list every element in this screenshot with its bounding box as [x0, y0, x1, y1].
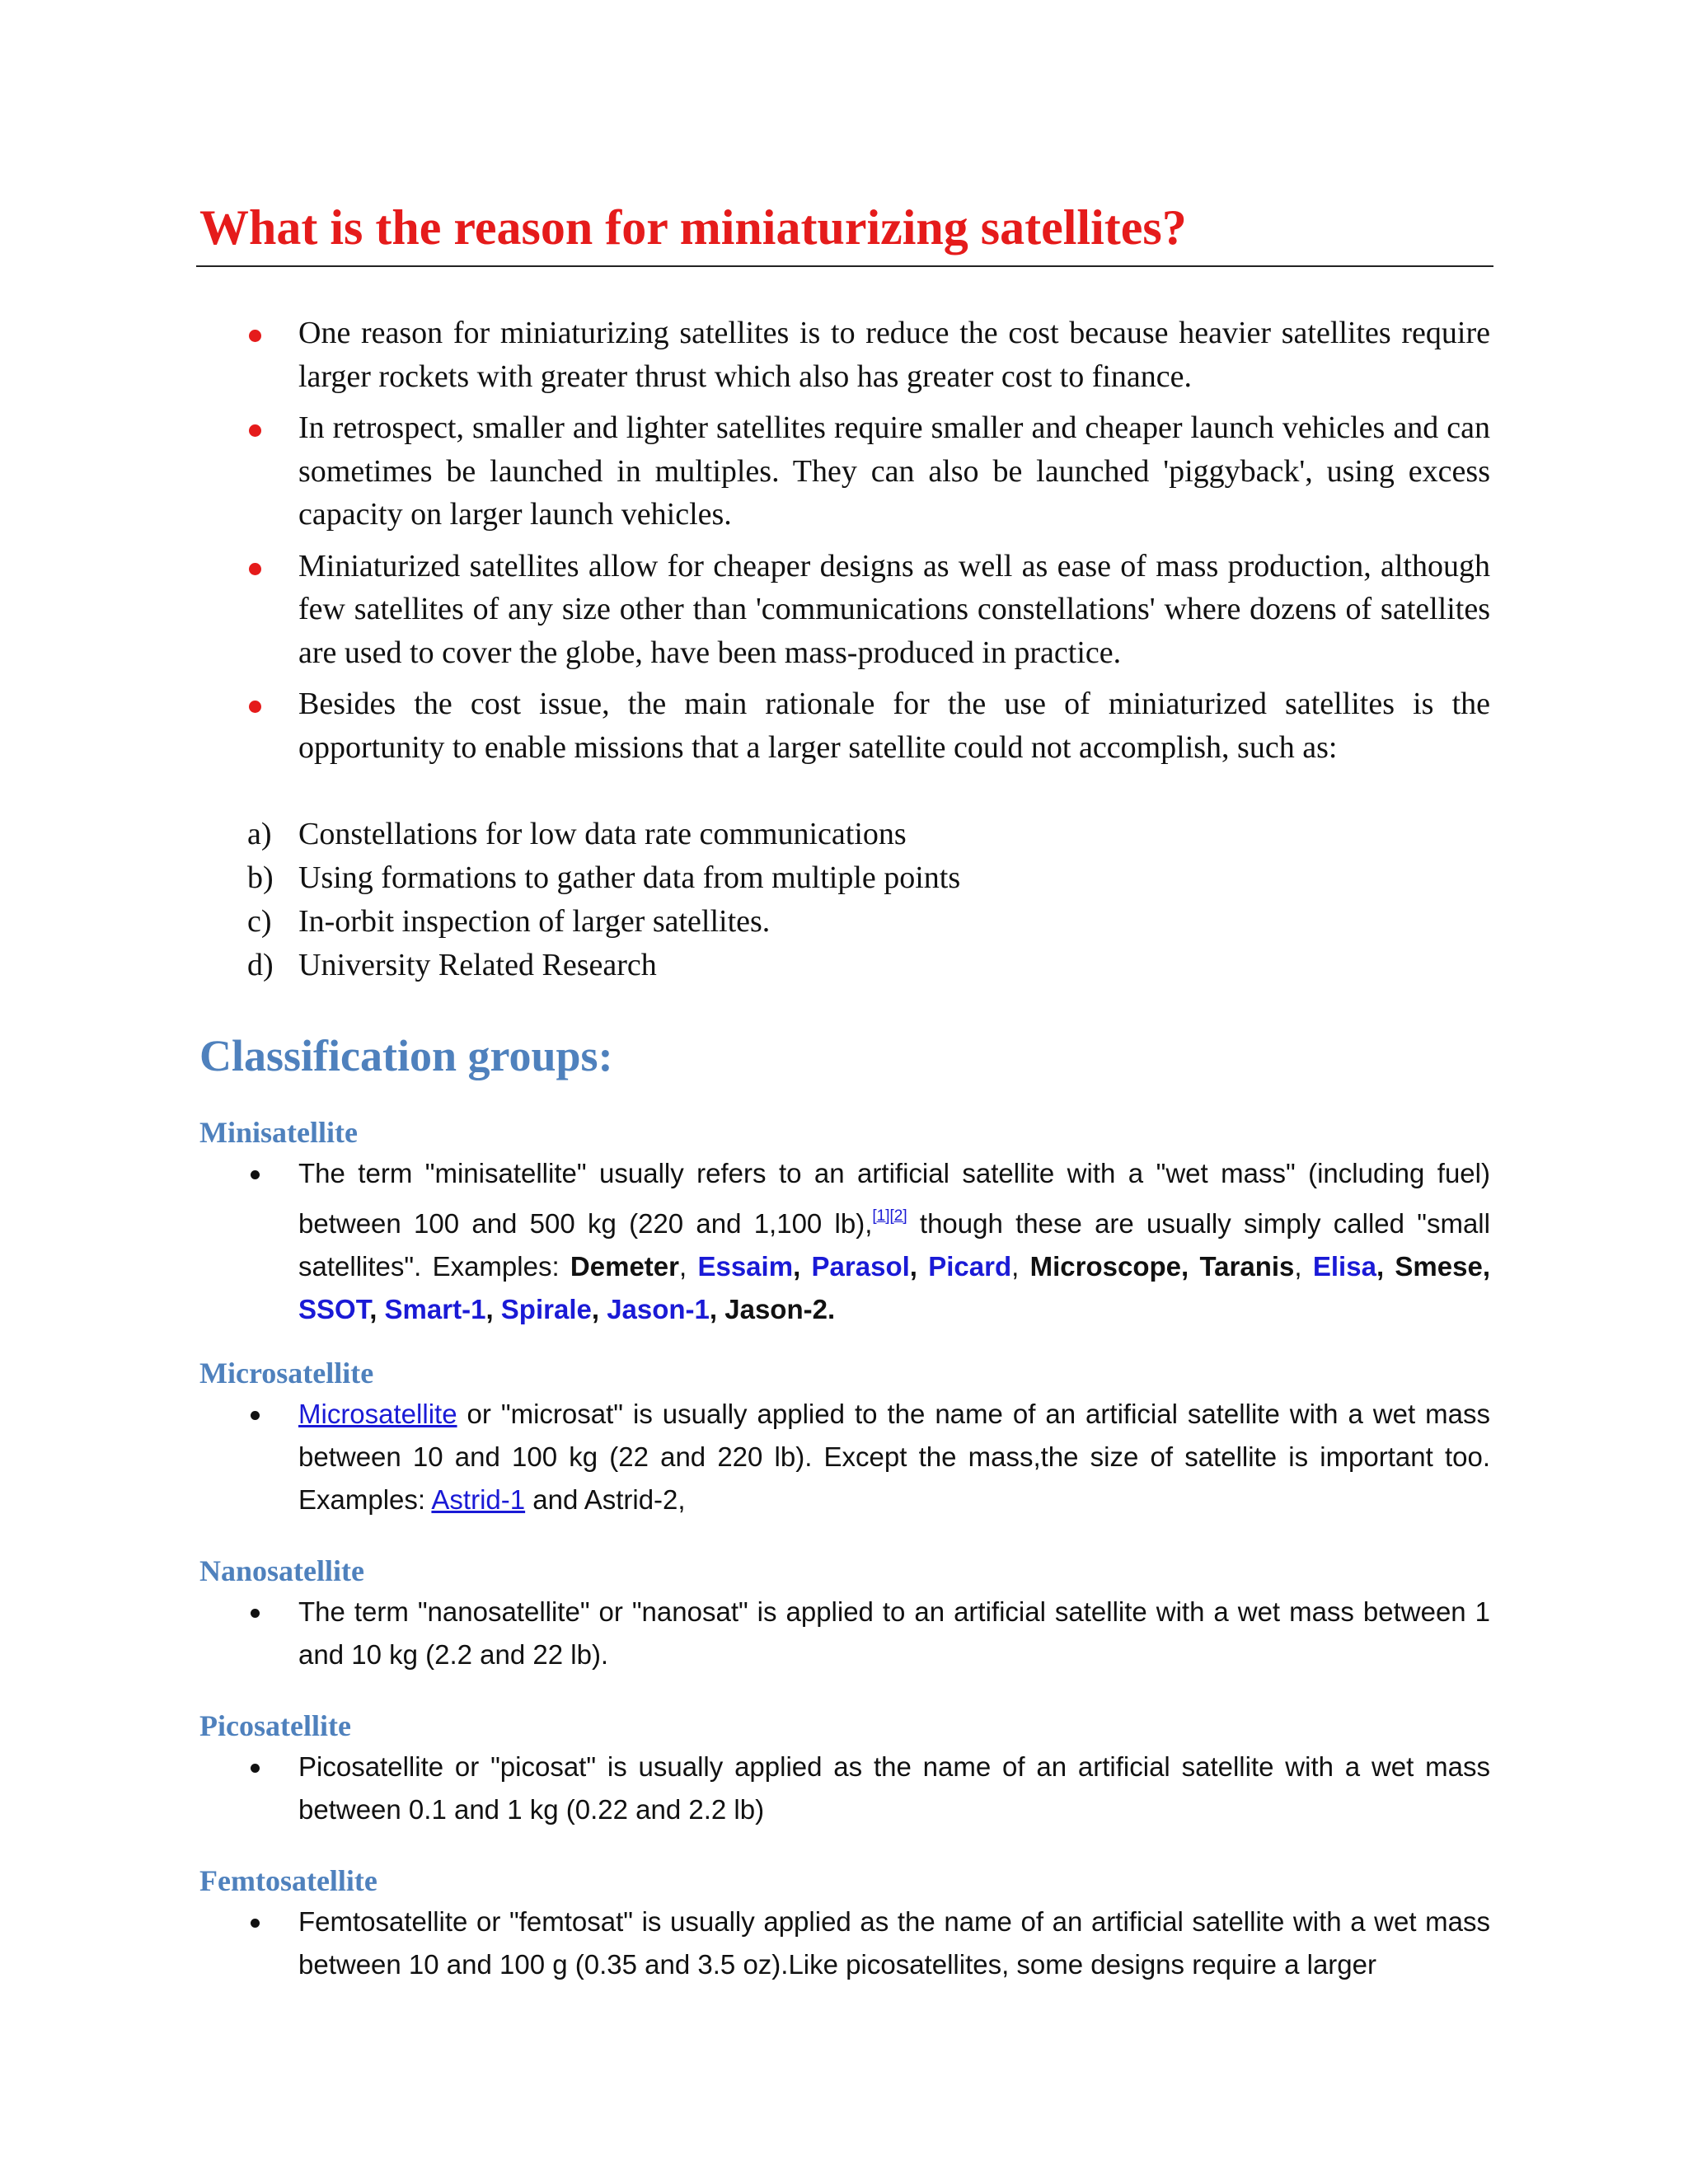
reference-link[interactable]: [2] [889, 1207, 907, 1225]
section-nanosatellite [199, 1551, 1493, 1676]
list-marker: a) [247, 817, 272, 851]
reason-item: In retrospect, smaller and lighter satellites require smaller and cheaper launch vehicles and can sometimes be launched in multiples. They can also be launched 'piggyback', using excess capacity on larger launch vehicles. [247, 406, 1490, 537]
mission-item: c) In-orbit inspection of larger satellites. [247, 900, 960, 944]
section-heading: Picosatellite [199, 1709, 351, 1742]
list-marker: d) [247, 948, 274, 982]
section-heading: Minisatellite [199, 1116, 358, 1149]
section-femtosatellite [199, 1861, 1493, 1986]
section-heading: Nanosatellite [199, 1554, 364, 1587]
reference-link[interactable]: [1] [872, 1207, 890, 1225]
example-link[interactable]: Picard [928, 1251, 1012, 1282]
section-text: The term "minisatellite" usually refers to an artificial satellite with a "wet mass" (including fuel) between 100 and 500 kg (220 and 1,100 lb),[1][2] though these are usually simply called "small satellites". Examples: Demeter, Essaim, Parasol, Picard, Microscope, Taranis, Elisa, Smese, SSOT, Smart-1, Spirale, Jason-1, Jason-2. [298, 1152, 1490, 1331]
reasons-list [247, 312, 1490, 777]
example-name: Jason-2. [724, 1294, 836, 1324]
list-marker: b) [247, 860, 274, 895]
bullet-icon [249, 424, 261, 437]
section-heading: Microsatellite [199, 1357, 374, 1390]
bullet-icon [251, 1919, 260, 1928]
title-underline [196, 265, 1493, 267]
section-text: The term "nanosatellite" or "nanosat" is applied to an artificial satellite with a wet mass between 1 and 10 kg (2.2 and 22 lb). [298, 1591, 1490, 1676]
section-heading: Femtosatellite [199, 1864, 377, 1897]
astrid-1-link[interactable]: Astrid-1 [431, 1484, 526, 1515]
section-picosatellite [199, 1706, 1493, 1831]
mission-item: b) Using formations to gather data from multiple points [247, 856, 960, 900]
bullet-icon [249, 330, 261, 342]
mission-item: d) University Related Research [247, 944, 960, 987]
example-name: Microscope [1029, 1251, 1181, 1282]
bullet-icon [249, 563, 261, 575]
example-link[interactable]: Parasol [811, 1251, 910, 1282]
list-marker: c) [247, 904, 272, 939]
example-link[interactable]: Elisa [1312, 1251, 1376, 1282]
reason-item: Miniaturized satellites allow for cheaper designs as well as ease of mass production, although few satellites of any size other than 'communications constellations' where dozens of satellites are used to cover the globe, have been mass-produced in practice. [247, 545, 1490, 675]
classification-heading: Classification groups: [199, 1031, 613, 1080]
bullet-icon [251, 1609, 260, 1618]
page-title: What is the reason for miniaturizing satellites? [199, 200, 1187, 255]
section-text: Femtosatellite or "femtosat" is usually applied as the name of an artificial satellite with a wet mass between 10 and 100 g (0.35 and 3.5 oz).Like picosatellites, some designs require a larger [298, 1900, 1490, 1986]
mission-item: a) Constellations for low data rate communications [247, 813, 960, 856]
example-link[interactable]: Jason-1 [607, 1294, 710, 1324]
example-link[interactable]: SSOT [298, 1294, 370, 1324]
bullet-icon [251, 1764, 260, 1773]
section-minisatellite [199, 1113, 1493, 1331]
microsatellite-link[interactable]: Microsatellite [298, 1399, 457, 1429]
example-name: Demeter [570, 1251, 679, 1282]
example-link[interactable]: Spirale [500, 1294, 592, 1324]
reason-item: One reason for miniaturizing satellites is to reduce the cost because heavier satellites require larger rockets with greater thrust which also has greater cost to finance. [247, 312, 1490, 398]
section-text: Picosatellite or "picosat" is usually applied as the name of an artificial satellite with a wet mass between 0.1 and 1 kg (0.22 and 2.2 lb) [298, 1746, 1490, 1831]
missions-list [247, 813, 960, 987]
bullet-icon [251, 1170, 260, 1179]
bullet-icon [251, 1411, 260, 1420]
reason-item: Besides the cost issue, the main rationale for the use of miniaturized satellites is the opportunity to enable missions that a larger satellite could not accomplish, such as: [247, 682, 1490, 769]
section-microsatellite [199, 1353, 1493, 1521]
example-link[interactable]: Essaim [697, 1251, 794, 1282]
section-text: Microsatellite or "microsat" is usually applied to the name of an artificial satellite with a wet mass between 10 and 100 kg (22 and 220 lb). Except the mass,the size of satellite is important too. Examples: Astrid-1 and Astrid-2, [298, 1393, 1490, 1521]
bullet-icon [249, 701, 261, 713]
example-link[interactable]: Smart-1 [384, 1294, 486, 1324]
example-name: Taranis [1199, 1251, 1295, 1282]
example-name: Smese [1395, 1251, 1483, 1282]
